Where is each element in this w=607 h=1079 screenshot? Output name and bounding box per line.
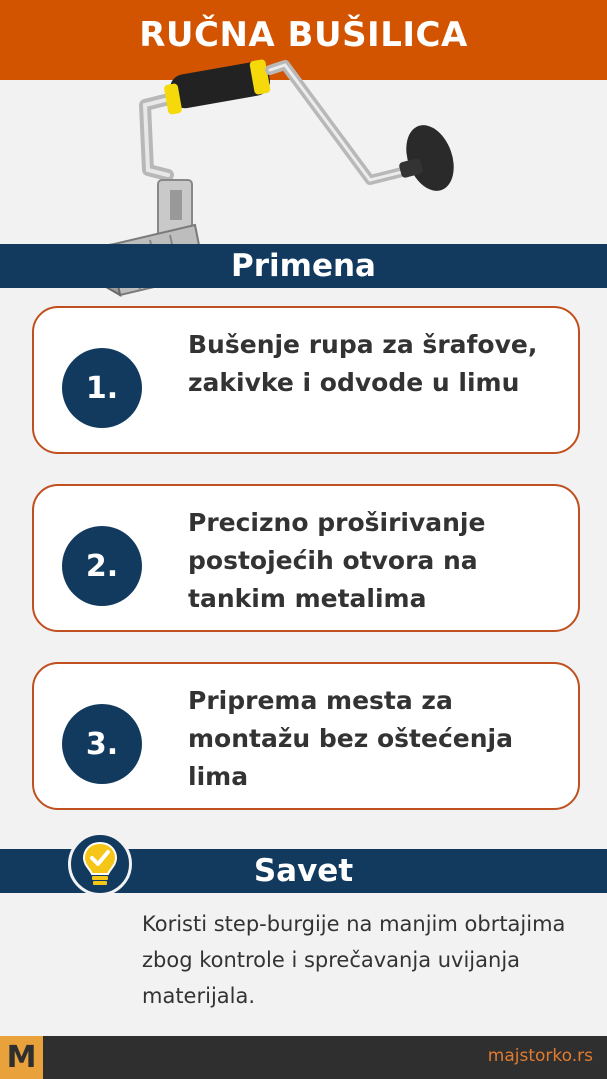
- item-number: 1.: [62, 348, 142, 428]
- list-item: [32, 662, 580, 810]
- section-primena-title: Primena: [231, 248, 376, 284]
- list-item: [32, 484, 580, 632]
- section-primena: [0, 244, 607, 288]
- item-text: Bušenje rupa za šrafove, zakivke i odvode u limu: [188, 330, 538, 397]
- lightbulb-check-icon: [68, 832, 132, 896]
- tip-text: Koristi step-burgije na manjim obrtajima zbog kontrole i sprečavanja uvijanja materijala.: [142, 912, 566, 1008]
- section-savet-title: Savet: [253, 853, 354, 889]
- footer: [0, 1036, 607, 1079]
- item-text: Priprema mesta za montažu bez oštećenja lima: [188, 686, 513, 791]
- list-item: [32, 306, 580, 454]
- brand-logo: M: [0, 1036, 43, 1079]
- page-title: RUČNA BUŠILICA: [139, 15, 468, 55]
- item-number: 3.: [62, 704, 142, 784]
- item-number: 2.: [62, 526, 142, 606]
- website-link[interactable]: majstorko.rs: [487, 1046, 593, 1066]
- item-text: Precizno proširivanje postojećih otvora na tankim metalima: [188, 508, 486, 613]
